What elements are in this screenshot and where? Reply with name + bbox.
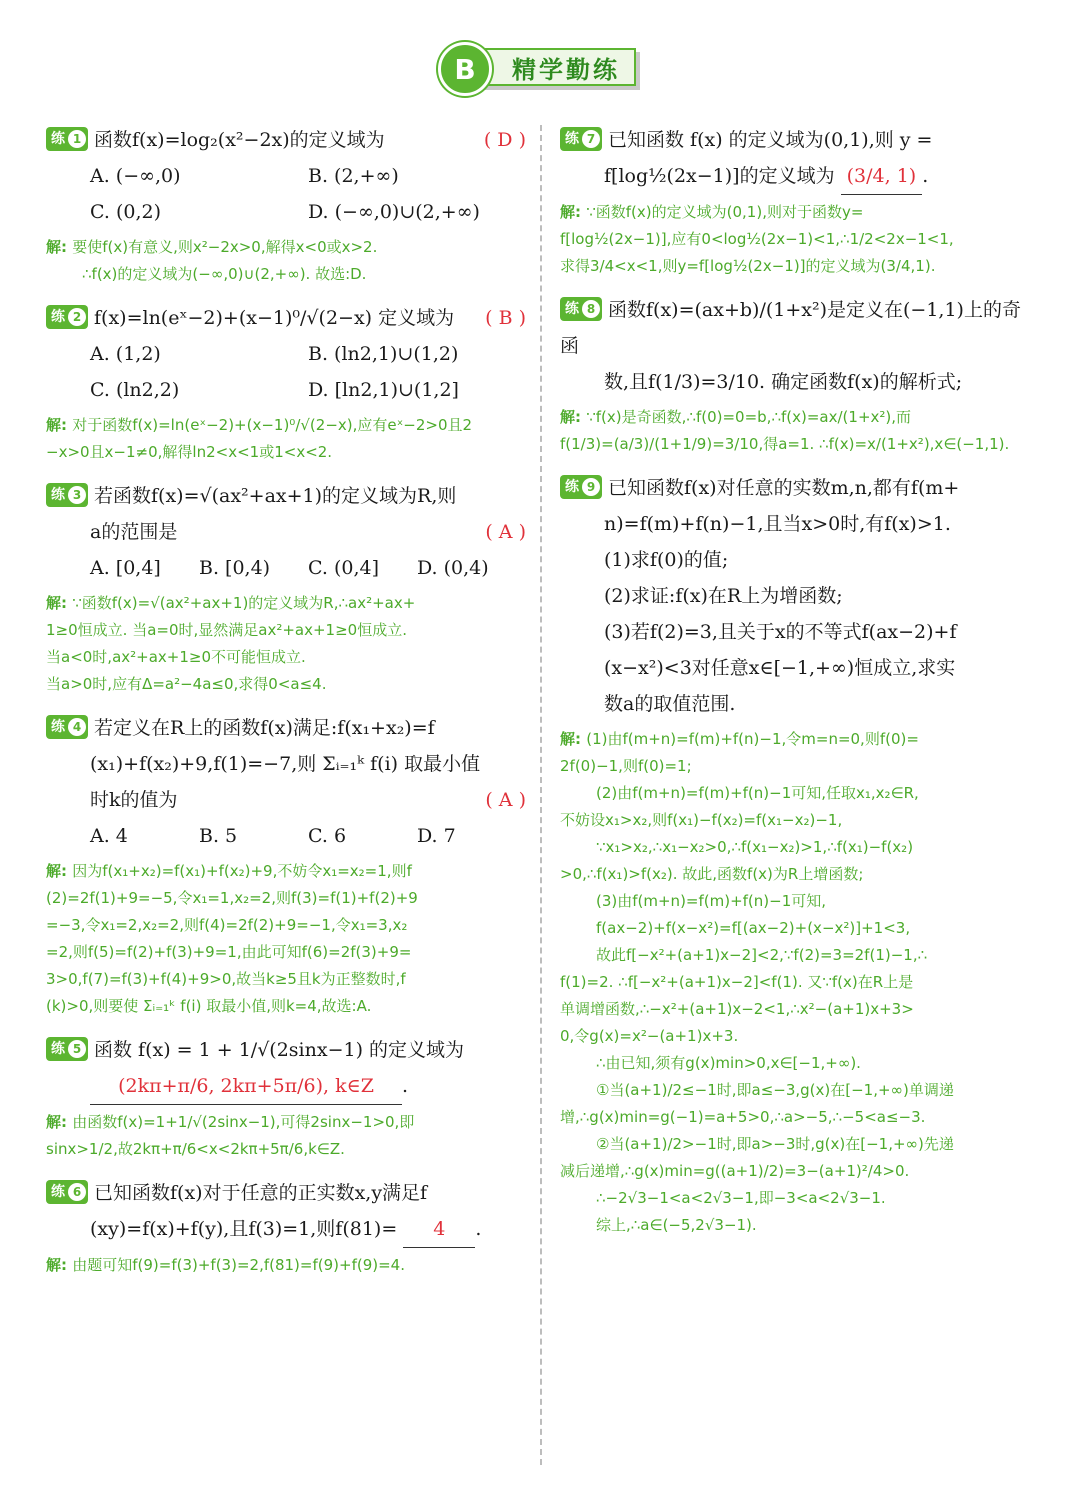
solution-line — [560, 1131, 1038, 1158]
question-text: (x₁)+f(x₂)+9,f(1)=−7,则 Σᵢ₌₁ᵏ f(i) 取最小值 — [90, 753, 481, 775]
answer-choice: ( D ) — [483, 129, 526, 151]
question-line — [46, 710, 526, 746]
solution-line — [560, 1077, 1038, 1104]
solution — [46, 234, 526, 288]
question-text: f[log½(2x−1)]的定义域为 — [604, 165, 835, 187]
solution-line — [560, 1158, 1038, 1185]
solution — [46, 590, 526, 698]
problem-9 — [560, 470, 1038, 1239]
solution-line — [560, 807, 1038, 834]
question-text: 函数 f(x) = 1 + 1/√(2sinx−1) 的定义域为 — [94, 1039, 465, 1061]
solution-text: −x>0且x−1≠0,解得ln2<x<1或1<x<2. — [46, 443, 333, 461]
solution-text: (3)由f(m+n)=f(m)+f(n)−1可知, — [596, 892, 827, 910]
question-text: 数a的取值范围. — [604, 693, 736, 715]
option: A. 4 — [90, 825, 128, 847]
question-text: n)=f(m)+f(n)−1,且当x>0时,有f(x)>1. — [604, 513, 951, 535]
option: A. (1,2) — [90, 343, 161, 365]
option: C. (0,4] — [308, 557, 379, 579]
solution-line — [560, 1104, 1038, 1131]
question-line — [560, 614, 1038, 650]
problem-tag: 练 3 — [46, 483, 88, 507]
solution-line — [560, 431, 1038, 458]
answer-choice: ( B ) — [485, 307, 526, 329]
question-line — [46, 478, 526, 514]
question-text: (xy)=f(x)+f(y),且f(3)=1,则f(81)= — [90, 1218, 398, 1240]
solution-line — [560, 253, 1038, 280]
question-text: f(x)=ln(eˣ−2)+(x−1)⁰/√(2−x) 定义域为 — [94, 307, 455, 329]
problem-tag: 练 9 — [560, 475, 602, 499]
solution-text: 对于函数f(x)=ln(eˣ−2)+(x−1)⁰/√(2−x),应有eˣ−2>0且2 — [72, 416, 473, 434]
solution-line — [560, 996, 1038, 1023]
solution-text: ②当(a+1)/2>−1时,即a>−3时,g(x)在[−1,+∞)先递 — [596, 1135, 954, 1153]
question-text: a的范围是 — [90, 521, 178, 543]
solution-text: ∴−2√3−1<a<2√3−1,即−3<a<2√3−1. — [596, 1189, 886, 1207]
solution-text: 0,令g(x)=x²−(a+1)x+3. — [560, 1027, 739, 1045]
problem-tag: 练 2 — [46, 305, 88, 329]
solution-text: 3>0,f(7)=f(3)+f(4)+9>0,故当k≥5且k为正整数时,f — [46, 970, 406, 988]
solution — [46, 1252, 526, 1279]
option: D. (−∞,0)∪(2,+∞) — [308, 201, 480, 223]
problem-number: 9 — [582, 478, 600, 496]
question-line — [560, 122, 1038, 158]
solution-line — [560, 861, 1038, 888]
solution-text: ∵x₁>x₂,∴x₁−x₂>0,∴f(x₁−x₂)>1,∴f(x₁)−f(x₂) — [596, 838, 914, 856]
problem-2 — [46, 300, 526, 466]
question-line — [560, 650, 1038, 686]
option: A. (−∞,0) — [90, 165, 181, 187]
problem-tag: 练 1 — [46, 127, 88, 151]
question-line — [560, 506, 1038, 542]
option: D. (0,4) — [417, 557, 489, 579]
solution-text: (k)>0,则要使 Σᵢ₌₁ᵏ f(i) 取最小值,则k=4,故选:A. — [46, 997, 372, 1015]
option: B. (ln2,1)∪(1,2) — [308, 343, 459, 365]
solution — [560, 404, 1038, 458]
question-line — [46, 122, 526, 158]
solution-line — [560, 1212, 1038, 1239]
question-text: (x−x²)<3对任意x∈[−1,+∞)恒成立,求实 — [604, 657, 956, 679]
question-line — [46, 514, 526, 550]
option: C. (ln2,2) — [90, 379, 180, 401]
question-line — [560, 542, 1038, 578]
option: A. [0,4] — [90, 557, 161, 579]
problem-5 — [46, 1032, 526, 1163]
solution-text: f(1/3)=(a/3)/(1+1/9)=3/10,得a=1. ∴f(x)=x/(1+x²),x∈(−1,1). — [560, 435, 1010, 453]
solution-text: ∴f(x)的定义域为(−∞,0)∪(2,+∞). 故选:D. — [82, 265, 367, 283]
solution-text: (2)由f(m+n)=f(m)+f(n)−1可知,任取x₁,x₂∈R, — [596, 784, 919, 802]
problem-number: 5 — [68, 1040, 86, 1058]
problem-tag: 练 4 — [46, 715, 88, 739]
solution-line — [560, 404, 1038, 431]
question-line: (xy)=f(x)+f(y),且f(3)=1,则f(81)= 4 . — [46, 1211, 526, 1248]
question-line — [46, 300, 526, 336]
solution-text: =2,则f(5)=f(2)+f(3)+9=1,由此可知f(6)=2f(3)+9= — [46, 943, 412, 961]
solution-text: 因为f(x₁+x₂)=f(x₁)+f(x₂)+9,不妨令x₁=x₂=1,则f — [72, 862, 412, 880]
question-text: 已知函数 f(x) 的定义域为(0,1),则 y = — [608, 129, 933, 151]
solution-text: ①当(a+1)/2≤−1时,即a≤−3,g(x)在[−1,+∞)单调递 — [596, 1081, 954, 1099]
solution-text: 由题可知f(9)=f(3)+f(3)=2,f(81)=f(9)+f(9)=4. — [72, 1256, 405, 1274]
question-text: 函数f(x)=(ax+b)/(1+x²)是定义在(−1,1)上的奇函 — [560, 299, 1021, 357]
section-header — [438, 42, 638, 92]
solution-line — [560, 1023, 1038, 1050]
solution-text: sinx>1/2,故2kπ+π/6<x<2kπ+5π/6,k∈Z. — [46, 1140, 345, 1158]
solution-line — [560, 915, 1038, 942]
solution — [560, 726, 1038, 1239]
question-line — [560, 686, 1038, 722]
solution-line — [46, 1252, 526, 1279]
question-line — [560, 364, 1038, 400]
option: B. 5 — [199, 825, 238, 847]
solution-line — [46, 261, 526, 288]
solution-text: 要使f(x)有意义,则x²−2x>0,解得x<0或x>2. — [72, 238, 378, 256]
solution-line — [560, 226, 1038, 253]
problem-4 — [46, 710, 526, 1020]
solution-text: 单调增函数,∴−x²+(a+1)x−2<1,∴x²−(a+1)x+3> — [560, 1000, 914, 1018]
option-row — [46, 818, 526, 854]
solution-label: 解: — [46, 862, 73, 880]
problem-tag: 练 7 — [560, 127, 602, 151]
problem-number: 7 — [582, 130, 600, 148]
solution-line — [46, 1136, 526, 1163]
solution-line — [46, 671, 526, 698]
solution-text: 当a<0时,ax²+ax+1≥0不可能恒成立. — [46, 648, 306, 666]
answer-blank: (3/4, 1) — [841, 158, 923, 195]
option: C. 6 — [308, 825, 347, 847]
solution-text: ∴由已知,须有g(x)min>0,x∈[−1,+∞). — [596, 1054, 861, 1072]
option-row — [46, 336, 526, 372]
question-text: (3)若f(2)=3,且关于x的不等式f(ax−2)+f — [604, 621, 957, 643]
problem-6 — [46, 1175, 526, 1279]
solution-line — [46, 1109, 526, 1136]
solution-label: 解: — [46, 416, 73, 434]
left-column — [46, 122, 526, 1291]
option: B. [0,4) — [199, 557, 271, 579]
solution-text: 综上,∴a∈(−5,2√3−1). — [596, 1216, 757, 1234]
problem-number: 3 — [68, 486, 86, 504]
solution-text: 2f(0)−1,则f(0)=1; — [560, 757, 692, 775]
solution-text: =−3,令x₁=2,x₂=2,则f(4)=2f(2)+9=−1,令x₁=3,x₂ — [46, 916, 408, 934]
answer-line: (2kπ+π/6, 2kπ+5π/6), k∈Z . — [46, 1068, 526, 1105]
problem-tag: 练 5 — [46, 1037, 88, 1061]
solution-text: 故此f[−x²+(a+1)x−2]<2,∵f(2)=3=2f(1)−1,∴ — [596, 946, 928, 964]
option-row — [46, 194, 526, 230]
problem-7 — [560, 122, 1038, 280]
solution-label: 解: — [560, 730, 587, 748]
question-text: 已知函数f(x)对任意的实数m,n,都有f(m+ — [608, 477, 960, 499]
solution-line — [46, 912, 526, 939]
solution-line — [560, 888, 1038, 915]
answer-blank: (2kπ+π/6, 2kπ+5π/6), k∈Z — [90, 1068, 402, 1105]
solution-text: (1)由f(m+n)=f(m)+f(n)−1,令m=n=0,则f(0)= — [586, 730, 919, 748]
solution-line — [46, 412, 526, 439]
solution-text: 增,∴g(x)min=g(−1)=a+5>0,∴a>−5,∴−5<a≤−3. — [560, 1108, 926, 1126]
answer-choice: ( A ) — [485, 521, 526, 543]
question-text: (2)求证:f(x)在R上为增函数; — [604, 585, 843, 607]
solution-text: 1≥0恒成立. 当a=0时,显然满足ax²+ax+1≥0恒成立. — [46, 621, 407, 639]
solution-text: f(1)=2. ∴f[−x²+(a+1)x−2]<f(1). 又∵f(x)在R上是 — [560, 973, 914, 991]
option: B. (2,+∞) — [308, 165, 399, 187]
problem-number: 2 — [68, 308, 86, 326]
problem-number: 1 — [68, 130, 86, 148]
solution-text: 减后递增,∴g(x)min=g((a+1)/2)=3−(a+1)²/4>0. — [560, 1162, 910, 1180]
question-text: (1)求f(0)的值; — [604, 549, 729, 571]
answer-choice: ( A ) — [485, 789, 526, 811]
problem-number: 4 — [68, 718, 86, 736]
solution-text: 当a>0时,应有Δ=a²−4a≤0,求得0<a≤4. — [46, 675, 327, 693]
solution-label: 解: — [560, 203, 587, 221]
solution — [46, 412, 526, 466]
solution-line — [46, 644, 526, 671]
solution-line — [46, 439, 526, 466]
solution-label: 解: — [46, 594, 73, 612]
solution-text: ∵函数f(x)=√(ax²+ax+1)的定义域为R,∴ax²+ax+ — [72, 594, 416, 612]
option: D. 7 — [417, 825, 456, 847]
solution-line — [46, 939, 526, 966]
solution-text: >0,∴f(x₁)>f(x₂). 故此,函数f(x)为R上增函数; — [560, 865, 864, 883]
solution-line — [560, 1185, 1038, 1212]
solution — [46, 1109, 526, 1163]
solution-text: ∵函数f(x)的定义域为(0,1),则对于函数y= — [586, 203, 864, 221]
question-line — [46, 746, 526, 782]
solution-label: 解: — [560, 408, 587, 426]
header-title: 精学勤练 — [468, 48, 636, 86]
problem-tag: 练 8 — [560, 297, 602, 321]
option: C. (0,2) — [90, 201, 161, 223]
solution-line — [46, 234, 526, 261]
solution-line — [560, 753, 1038, 780]
solution-line — [560, 942, 1038, 969]
column-divider — [540, 125, 542, 1465]
problem-number: 6 — [68, 1183, 86, 1201]
header-badge: B — [438, 42, 492, 96]
solution-line — [560, 780, 1038, 807]
problem-3 — [46, 478, 526, 698]
question-line — [560, 292, 1038, 364]
problem-1 — [46, 122, 526, 288]
solution-line — [560, 1050, 1038, 1077]
solution — [46, 858, 526, 1020]
problem-tag: 练 6 — [46, 1180, 88, 1204]
solution-text: ∵f(x)是奇函数,∴f(0)=0=b,∴f(x)=ax/(1+x²),而 — [586, 408, 912, 426]
solution-line — [560, 199, 1038, 226]
solution-line — [46, 590, 526, 617]
option: D. [ln2,1)∪(1,2] — [308, 379, 459, 401]
solution-line — [46, 885, 526, 912]
solution-text: 求得3/4<x<1,则y=f[log½(2x−1)]的定义域为(3/4,1). — [560, 257, 936, 275]
solution-label: 解: — [46, 238, 73, 256]
solution-text: f(ax−2)+f(x−x²)=f[(ax−2)+(x−x²)]+1<3, — [596, 919, 911, 937]
question-text: 函数f(x)=log₂(x²−2x)的定义域为 — [94, 129, 385, 151]
question-line — [46, 782, 526, 818]
solution-text: f[log½(2x−1)],应有0<log½(2x−1)<1,∴1/2<2x−1<1, — [560, 230, 954, 248]
solution-line — [46, 617, 526, 644]
solution-line — [46, 858, 526, 885]
question-line: f[log½(2x−1)]的定义域为 (3/4, 1) . — [560, 158, 1038, 195]
solution-line — [560, 969, 1038, 996]
question-line — [46, 1175, 526, 1211]
problem-number: 8 — [582, 300, 600, 318]
solution — [560, 199, 1038, 280]
solution-line — [560, 834, 1038, 861]
question-line — [560, 470, 1038, 506]
solution-line — [560, 726, 1038, 753]
question-line — [46, 1032, 526, 1068]
solution-line — [46, 966, 526, 993]
option-row — [46, 550, 526, 586]
solution-line — [46, 993, 526, 1020]
question-text: 时k的值为 — [90, 789, 178, 811]
question-line — [560, 578, 1038, 614]
solution-label: 解: — [46, 1113, 73, 1131]
problem-8 — [560, 292, 1038, 458]
solution-text: 由函数f(x)=1+1/√(2sinx−1),可得2sinx−1>0,即 — [72, 1113, 415, 1131]
question-text: 若定义在R上的函数f(x)满足:f(x₁+x₂)=f — [94, 717, 435, 739]
question-text: 已知函数f(x)对于任意的正实数x,y满足f — [94, 1182, 428, 1204]
question-text: 若函数f(x)=√(ax²+ax+1)的定义域为R,则 — [94, 485, 457, 507]
answer-blank: 4 — [403, 1211, 475, 1248]
solution-label: 解: — [46, 1256, 73, 1274]
solution-text: (2)=2f(1)+9=−5,令x₁=1,x₂=2,则f(3)=f(1)+f(2)+9 — [46, 889, 418, 907]
question-text: 数,且f(1/3)=3/10. 确定函数f(x)的解析式; — [604, 371, 963, 393]
solution-text: 不妨设x₁>x₂,则f(x₁)−f(x₂)=f(x₁−x₂)−1, — [560, 811, 843, 829]
right-column — [560, 122, 1038, 1251]
option-row — [46, 372, 526, 408]
option-row — [46, 158, 526, 194]
